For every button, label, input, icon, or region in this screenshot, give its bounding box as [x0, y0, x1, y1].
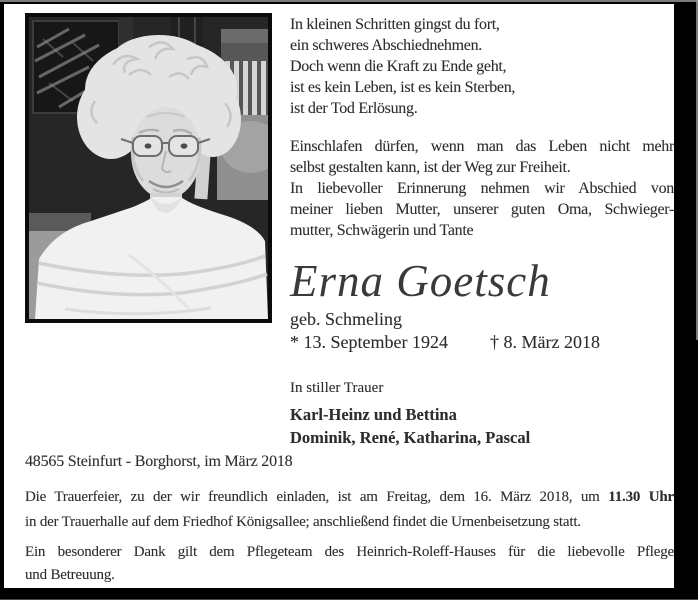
verse-block	[290, 14, 674, 119]
mourner-line-1: Karl-Heinz und Bettina	[290, 405, 457, 424]
screen-top-edge-line	[0, 0, 698, 2]
reflection-block	[290, 136, 674, 241]
mourner-line-2: Dominik, René, Katharina, Pascal	[290, 427, 531, 447]
maiden-name: geb. Schmeling	[290, 309, 402, 329]
funeral-line-1	[25, 485, 674, 510]
verse-line-3: Doch wenn die Kraft zu Ende geht,	[290, 58, 507, 75]
life-dates	[290, 331, 674, 354]
funeral-time: 11.30 Uhr	[608, 489, 674, 505]
deceased-name: Erna Goetsch	[290, 256, 551, 306]
reflection-line-1: Einschlafen dürfen, wenn man das Leben nicht mehr	[290, 138, 674, 155]
thanks-block	[25, 541, 674, 587]
obituary-card	[4, 4, 674, 588]
reflection-line-2: selbst gestalten kann, ist der Weg zur Freiheit.	[290, 159, 571, 176]
photo-frame	[25, 13, 272, 323]
reflection-line-3: In liebevoller Erinnerung nehmen wir Abschied von	[290, 180, 674, 197]
place-date-line: 48565 Steinfurt - Borghorst, im März 2018	[25, 453, 293, 470]
verse-line-4: ist es kein Leben, ist es kein Sterben,	[290, 79, 516, 96]
reflection-line-4: meiner lieben Mutter, unserer guten Oma, Schwieger-	[290, 201, 674, 218]
verse-line-5: ist der Tod Erlösung.	[290, 100, 418, 117]
thanks-line-2: und Betreuung.	[25, 567, 115, 583]
funeral-line-2: in der Trauerhalle auf dem Friedhof Königsallee; anschließend findet die Urnenbeisetzung statt.	[25, 514, 581, 530]
reflection-line-5: mutter, Schwägerin und Tante	[290, 222, 474, 239]
portrait-photo	[29, 17, 268, 319]
verse-line-1: In kleinen Schritten gingst du fort,	[290, 16, 500, 33]
thanks-line-1: Ein besonderer Dank gilt dem Pflegeteam des Heinrich-Roleff-Hauses für die liebevolle Pflege	[25, 544, 674, 560]
verse-line-2: ein schweres Abschiednehmen.	[290, 37, 482, 54]
death-date: † 8. März 2018	[489, 332, 600, 352]
funeral-info-block	[25, 485, 674, 535]
mourning-block	[290, 379, 674, 449]
funeral-line-1-text: Die Trauerfeier, zu der wir freundlich einladen, ist am Freitag, dem 16. März 2018, um	[25, 489, 609, 505]
mourning-intro: In stiller Trauer	[290, 380, 384, 396]
birth-date: * 13. September 1924	[290, 332, 448, 352]
